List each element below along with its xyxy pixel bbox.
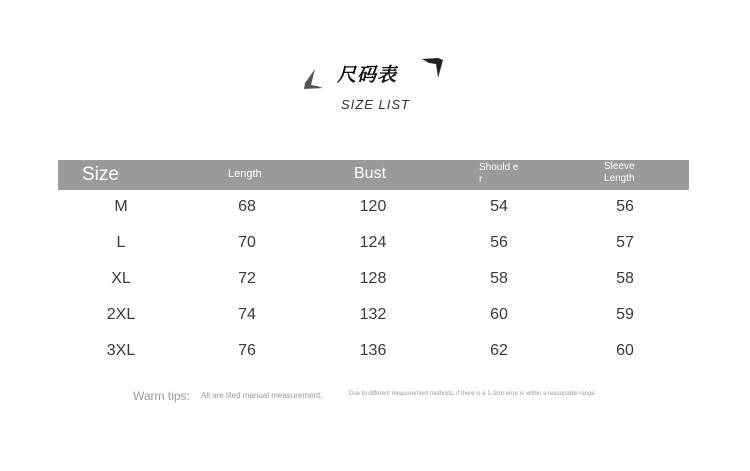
tips-label: Warm tips: [133,389,190,403]
page-subtitle-en: SIZE LIST [341,97,410,112]
table-row [58,298,689,334]
cell-length: 74 [238,306,256,323]
cell-shoulder: 58 [490,270,508,287]
cell-sleeve-length: 56 [616,198,634,215]
header-sleeve-length: Sleeve Length [604,161,635,184]
cell-size: L [116,234,126,251]
cell-length: 70 [238,234,256,251]
tips-line-2: Due to different measurement methods, if there is a 1-3cm error is within a reasonable range [349,391,595,397]
table-header [58,160,689,190]
header-shoulder: Should er [479,162,519,185]
cell-bust: 120 [359,198,387,215]
cell-sleeve-length: 59 [616,306,634,323]
header-size: Size [82,164,119,185]
warm-tips [133,389,733,405]
cell-bust: 124 [359,234,387,251]
header-divider [601,159,649,160]
cell-bust: 136 [359,342,387,359]
cell-sleeve-length: 60 [616,342,634,359]
page-title-cn: 尺码表 [337,64,398,86]
left-bracket-icon [301,67,327,91]
cell-size: M [114,198,128,215]
cell-shoulder: 56 [490,234,508,251]
table-row [58,334,689,370]
cell-length: 76 [238,342,256,359]
cell-shoulder: 62 [490,342,508,359]
cell-length: 72 [238,270,256,287]
cell-bust: 132 [359,306,387,323]
cell-length: 68 [238,198,256,215]
cell-shoulder: 60 [490,306,508,323]
cell-size: XL [111,270,131,287]
title-block [0,50,750,120]
right-bracket-icon [420,56,446,80]
header-length: Length [228,168,262,180]
cell-size: 3XL [106,342,136,359]
cell-sleeve-length: 57 [616,234,634,251]
header-bust: Bust [354,165,387,182]
cell-size: 2XL [106,306,136,323]
cell-shoulder: 54 [490,198,508,215]
table-row [58,190,689,226]
table-row [58,226,689,262]
cell-bust: 128 [359,270,387,287]
tips-line-1: All are tiled manual measurement, [201,391,323,400]
cell-sleeve-length: 58 [616,270,634,287]
table-row [58,262,689,298]
size-table-body [58,190,689,370]
